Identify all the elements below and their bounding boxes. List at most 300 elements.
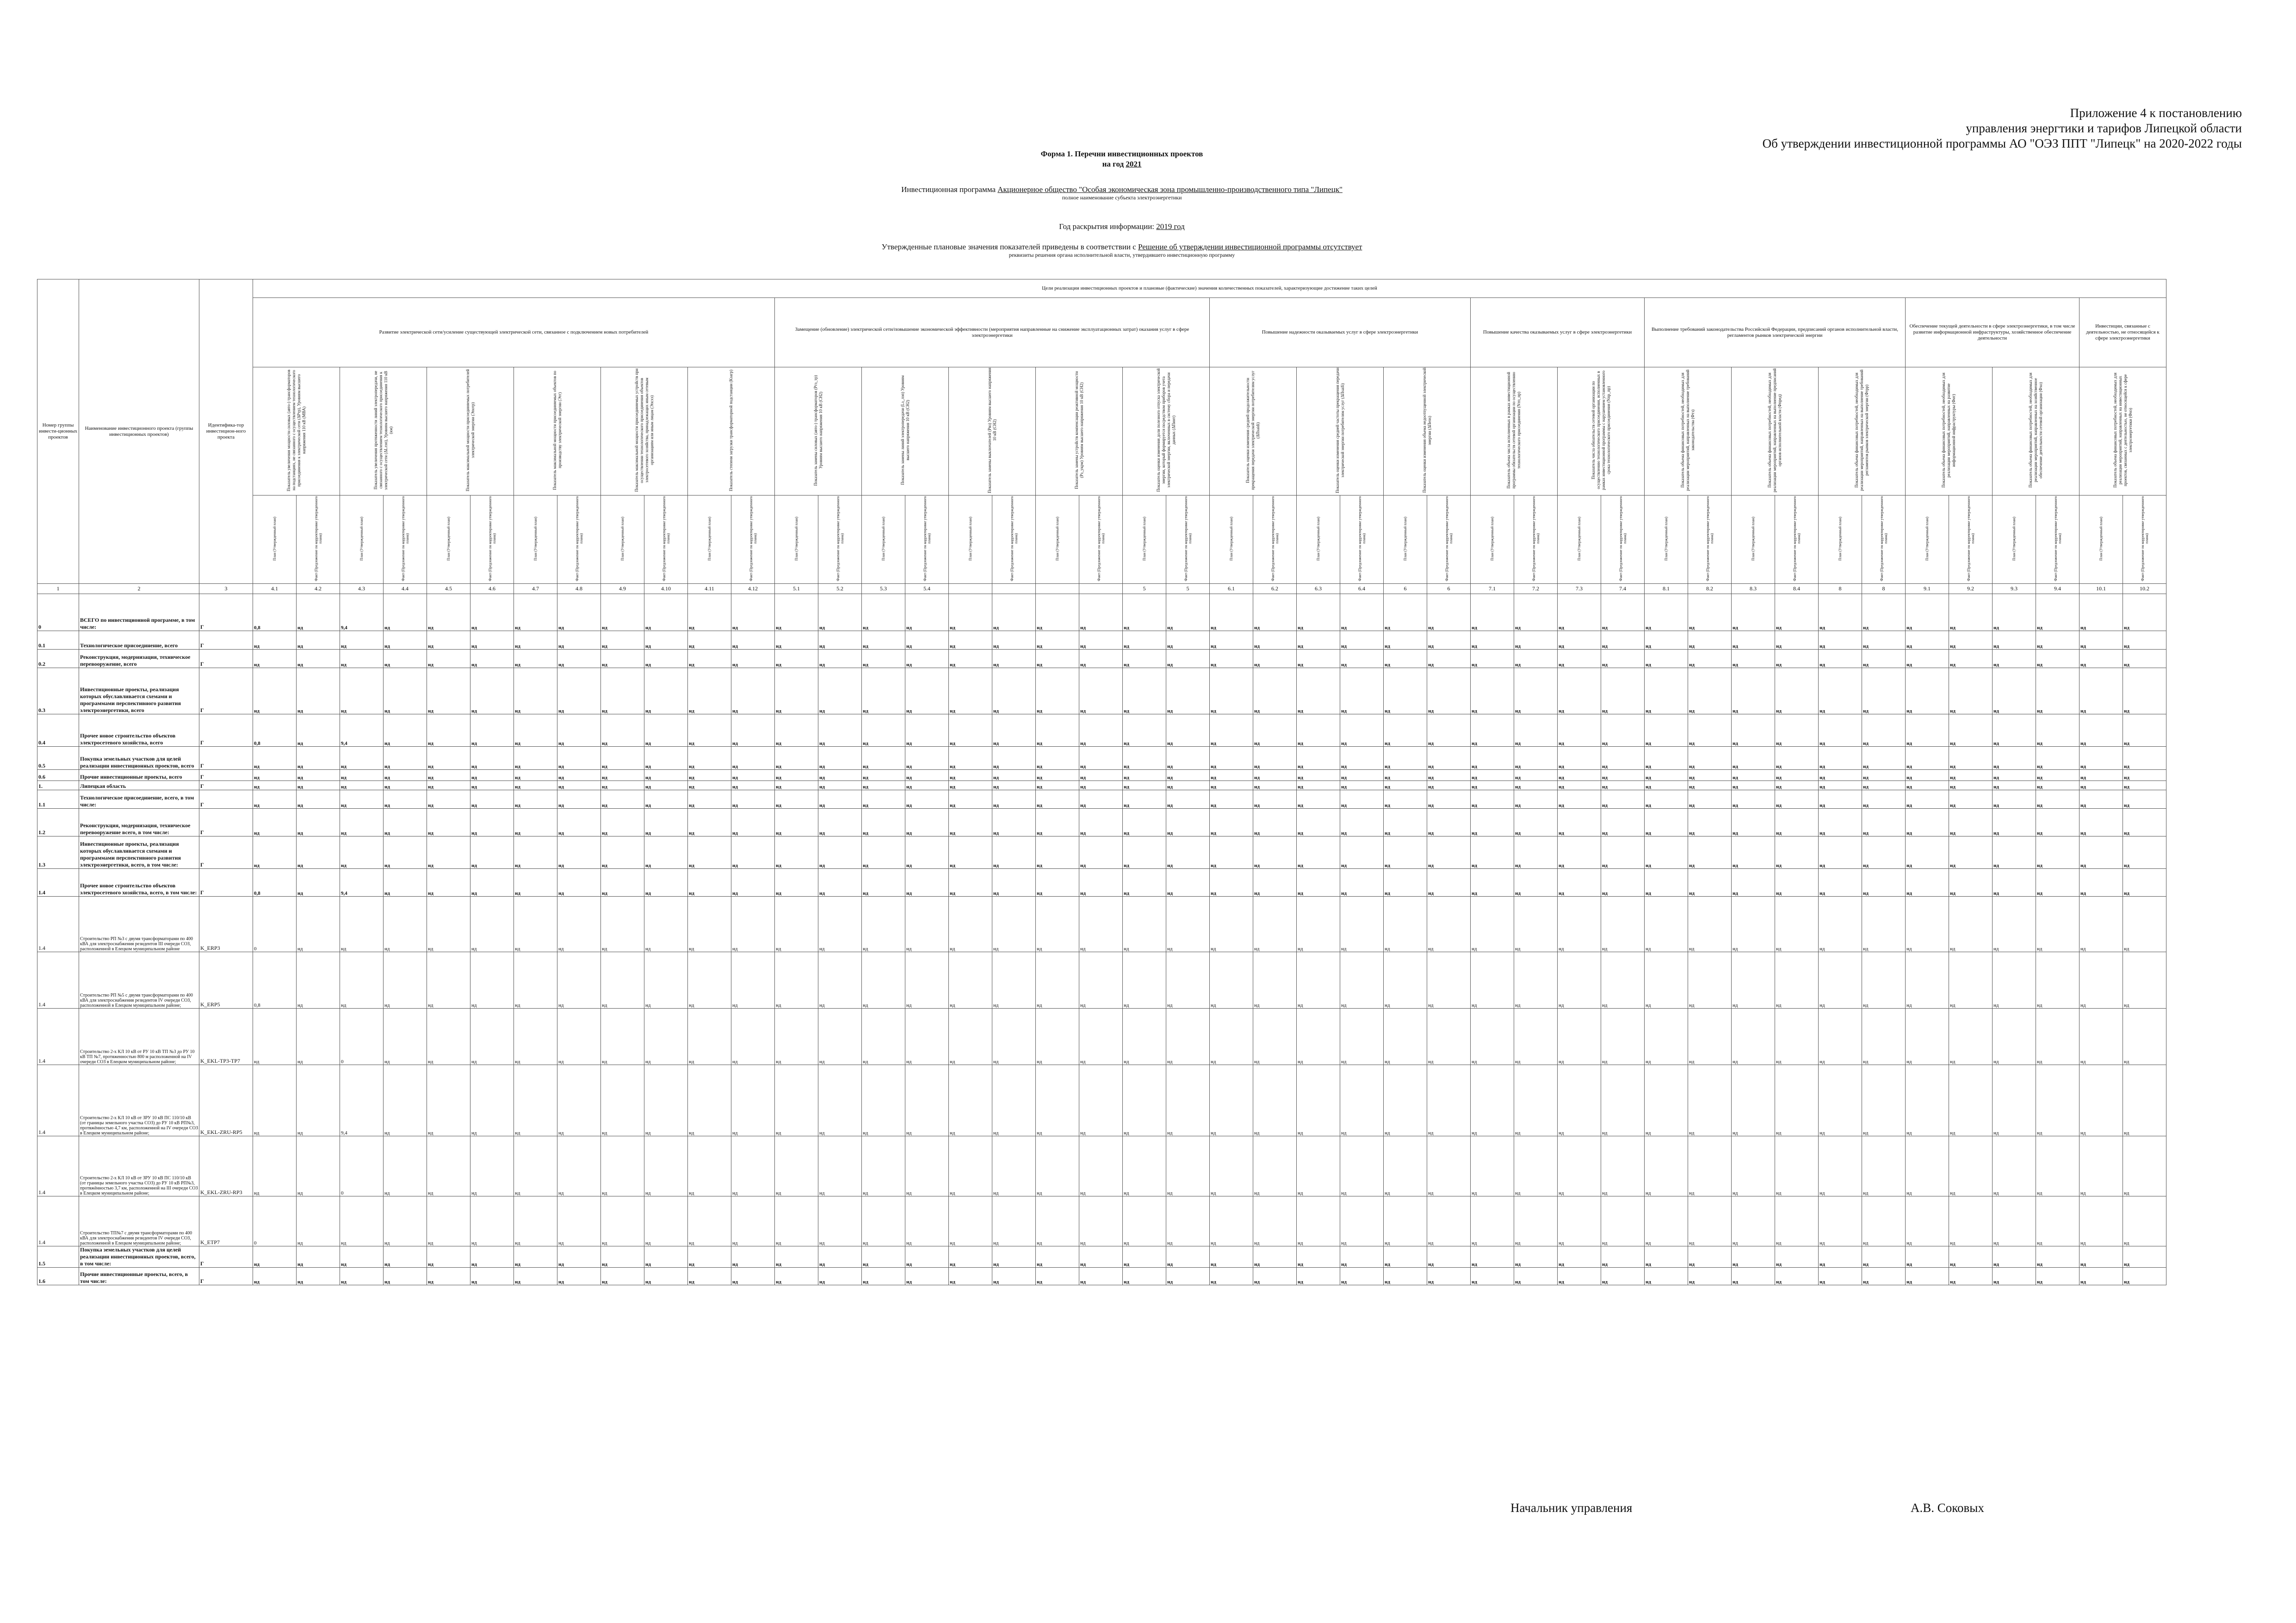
row-value-cell: нд bbox=[1645, 869, 1688, 897]
row-value-cell: нд bbox=[1253, 747, 1297, 770]
row-project-id: K_EKL-ZRU-RP5 bbox=[199, 1065, 253, 1136]
row-value-cell: нд bbox=[1645, 1009, 1688, 1065]
fact-header bbox=[1949, 496, 1993, 584]
row-value-cell: нд bbox=[297, 747, 340, 770]
row-value-cell: нд bbox=[1688, 631, 1732, 650]
indicator-label: Показатель оценки изменения средней продолжительности прекращения передачи электрической энергии потребителям услуг (ΔПsaidi) bbox=[1245, 371, 1260, 490]
row-value-cell: нд bbox=[1514, 1196, 1558, 1246]
row-value-cell: нд bbox=[644, 770, 688, 781]
row-value-cell: нд bbox=[1993, 1065, 2036, 1136]
row-value-cell: нд bbox=[2123, 594, 2166, 631]
row-value-cell: нд bbox=[2123, 631, 2166, 650]
row-value-cell: нд bbox=[1297, 650, 1340, 668]
row-value-cell: нд bbox=[514, 668, 557, 714]
row-value-cell: нд bbox=[644, 1009, 688, 1065]
row-value-cell: нд bbox=[1471, 790, 1514, 809]
row-value-cell: нд bbox=[1210, 1246, 1253, 1268]
row-value-cell: нд bbox=[1819, 1268, 1862, 1285]
plan-label: План (Утвержденный план) bbox=[1751, 516, 1755, 561]
row-value-cell: нд bbox=[1732, 809, 1775, 836]
row-value-cell: нд bbox=[1688, 668, 1732, 714]
row-value-cell: нд bbox=[1384, 1246, 1427, 1268]
indicator-label: Показатель оценки изменения доли полезного отпуска электрической энергии, который формируется посредством приборов учета электрической энергии, включенных в систему сбора и передачи данных (ΔПинт) bbox=[1156, 368, 1176, 492]
row-value-cell: нд bbox=[1384, 1065, 1427, 1136]
row-value-cell: нд bbox=[1775, 631, 1819, 650]
row-value-cell: нд bbox=[1253, 1196, 1297, 1246]
column-number: 4.4 bbox=[384, 584, 427, 594]
row-group-number: 1.4 bbox=[37, 1196, 79, 1246]
row-value-cell: нд bbox=[1166, 1196, 1210, 1246]
row-group-number: 1.4 bbox=[37, 1136, 79, 1196]
row-value-cell: нд bbox=[1253, 897, 1297, 952]
row-value-cell: нд bbox=[1471, 747, 1514, 770]
row-value-cell: нд bbox=[1862, 809, 1906, 836]
column-number: 4.7 bbox=[514, 584, 557, 594]
row-value-cell: нд bbox=[2079, 770, 2123, 781]
row-value-cell: 9,4 bbox=[340, 594, 384, 631]
plan-label: План (Утвержденный план) bbox=[881, 516, 885, 561]
row-value-cell: нд bbox=[514, 809, 557, 836]
row-value-cell: нд bbox=[1384, 1268, 1427, 1285]
fact-label: Факт (Предложение по корректировке утвержденного плана) bbox=[662, 496, 670, 581]
row-value-cell: нд bbox=[1079, 747, 1123, 770]
row-value-cell: нд bbox=[514, 594, 557, 631]
row-value-cell: нд bbox=[1906, 897, 1949, 952]
plan-label: План (Утвержденный план) bbox=[1838, 516, 1842, 561]
row-value-cell: нд bbox=[688, 668, 731, 714]
row-value-cell: нд bbox=[1253, 1065, 1297, 1136]
row-value-cell: нд bbox=[992, 1246, 1036, 1268]
row-value-cell: нд bbox=[470, 714, 514, 747]
row-value-cell: нд bbox=[2036, 714, 2079, 747]
row-value-cell: нд bbox=[427, 1196, 470, 1246]
row-value-cell: нд bbox=[775, 809, 818, 836]
row-value-cell: нд bbox=[1123, 594, 1166, 631]
indicator-header bbox=[514, 367, 601, 496]
row-value-cell: нд bbox=[1253, 668, 1297, 714]
row-value-cell: нд bbox=[1471, 1065, 1514, 1136]
row-value-cell: нд bbox=[1949, 836, 1993, 869]
row-value-cell: нд bbox=[427, 809, 470, 836]
row-value-cell: нд bbox=[1514, 1246, 1558, 1268]
row-value-cell: нд bbox=[862, 1268, 905, 1285]
row-value-cell: нд bbox=[905, 770, 949, 781]
row-value-cell: нд bbox=[384, 1246, 427, 1268]
row-value-cell: нд bbox=[905, 781, 949, 790]
row-value-cell: 0 bbox=[340, 1136, 384, 1196]
row-value-cell: нд bbox=[1471, 781, 1514, 790]
row-value-cell: нд bbox=[601, 631, 644, 650]
row-value-cell: нд bbox=[340, 631, 384, 650]
fact-header bbox=[644, 496, 688, 584]
row-value-cell: нд bbox=[949, 790, 992, 809]
row-value-cell: нд bbox=[1688, 1268, 1732, 1285]
column-number bbox=[1079, 584, 1123, 594]
column-number: 6.2 bbox=[1253, 584, 1297, 594]
indicator-label: Показатель объема финансовых потребностей, необходимых для реализации мероприятий, направленных на выполнение предписаний органов исполнительной власти (Фпред) bbox=[1767, 368, 1782, 493]
row-value-cell: нд bbox=[818, 714, 862, 747]
fact-header bbox=[818, 496, 862, 584]
column-number: 4.9 bbox=[601, 584, 644, 594]
row-value-cell: нд bbox=[253, 631, 297, 650]
row-value-cell: нд bbox=[514, 897, 557, 952]
row-value-cell: нд bbox=[470, 790, 514, 809]
row-value-cell: нд bbox=[1079, 1065, 1123, 1136]
row-value-cell: нд bbox=[340, 1246, 384, 1268]
row-value-cell: нд bbox=[1297, 836, 1340, 869]
basis-prefix: Утвержденные плановые значения показателей приведены в соответствии с bbox=[881, 242, 1138, 251]
row-value-cell: нд bbox=[2123, 1136, 2166, 1196]
row-value-cell: нд bbox=[427, 1246, 470, 1268]
row-value-cell: нд bbox=[1340, 836, 1384, 869]
row-value-cell: нд bbox=[1210, 668, 1253, 714]
column-number: 7.3 bbox=[1558, 584, 1601, 594]
row-value-cell: нд bbox=[2036, 952, 2079, 1009]
row-value-cell: нд bbox=[1427, 1065, 1471, 1136]
row-value-cell: нд bbox=[862, 1136, 905, 1196]
row-value-cell: нд bbox=[1949, 809, 1993, 836]
row-value-cell: нд bbox=[862, 668, 905, 714]
row-value-cell: нд bbox=[1297, 1268, 1340, 1285]
row-value-cell: нд bbox=[1601, 809, 1645, 836]
row-value-cell: нд bbox=[1862, 1268, 1906, 1285]
row-value-cell: нд bbox=[2079, 809, 2123, 836]
row-value-cell: нд bbox=[384, 836, 427, 869]
row-value-cell: нд bbox=[862, 631, 905, 650]
row-value-cell: нд bbox=[1340, 770, 1384, 781]
row-project-id: Г bbox=[199, 714, 253, 747]
row-value-cell: нд bbox=[601, 952, 644, 1009]
row-value-cell: нд bbox=[862, 869, 905, 897]
row-value-cell: нд bbox=[1514, 781, 1558, 790]
row-value-cell: нд bbox=[384, 1196, 427, 1246]
row-project-name: Строительство РП №3 с двумя трансформаторами по 400 кВА для электроснабжения резидентов III очереди СОЗ, расположенной в Елецком муниципальном районе bbox=[79, 897, 199, 952]
plan-label: План (Утвержденный план) bbox=[1664, 516, 1668, 561]
row-value-cell: нд bbox=[1601, 836, 1645, 869]
program-note: полное наименование субъекта электроэнергетики bbox=[1062, 194, 1182, 201]
row-value-cell: нд bbox=[384, 714, 427, 747]
row-value-cell: нд bbox=[1427, 714, 1471, 747]
row-project-id: Г bbox=[199, 1268, 253, 1285]
row-value-cell: нд bbox=[775, 869, 818, 897]
column-number: 8 bbox=[1819, 584, 1862, 594]
row-project-id: K_ERP5 bbox=[199, 952, 253, 1009]
row-value-cell: нд bbox=[1123, 1268, 1166, 1285]
row-value-cell: нд bbox=[1384, 836, 1427, 869]
row-project-name: Реконструкция, модернизация, техническое перевооружение, всего bbox=[79, 650, 199, 668]
row-value-cell: нд bbox=[1645, 650, 1688, 668]
row-value-cell: нд bbox=[1079, 594, 1123, 631]
row-value-cell: нд bbox=[1340, 1196, 1384, 1246]
row-value-cell: нд bbox=[1906, 809, 1949, 836]
row-value-cell: нд bbox=[1558, 714, 1601, 747]
row-value-cell: нд bbox=[2036, 1246, 2079, 1268]
row-group-number: 1.2 bbox=[37, 809, 79, 836]
row-value-cell: нд bbox=[557, 1268, 601, 1285]
row-value-cell: нд bbox=[1340, 1268, 1384, 1285]
row-value-cell: нд bbox=[1297, 747, 1340, 770]
row-value-cell: нд bbox=[1949, 668, 1993, 714]
fact-header bbox=[1340, 496, 1384, 584]
row-value-cell: нд bbox=[1601, 1136, 1645, 1196]
row-value-cell: 0 bbox=[340, 1009, 384, 1065]
row-value-cell: нд bbox=[1775, 1246, 1819, 1268]
row-value-cell: нд bbox=[1862, 1196, 1906, 1246]
row-value-cell: нд bbox=[1471, 1196, 1514, 1246]
row-value-cell: нд bbox=[1775, 809, 1819, 836]
row-value-cell: нд bbox=[1558, 770, 1601, 781]
row-value-cell: нд bbox=[1036, 714, 1079, 747]
fact-header bbox=[1427, 496, 1471, 584]
header-project-id: Идентифика-тор инвестицион-ного проекта bbox=[199, 279, 253, 584]
row-project-name: Прочее новое строительство объектов электросетевого хозяйства, всего, в том числе: bbox=[79, 869, 199, 897]
row-value-cell: нд bbox=[297, 790, 340, 809]
row-value-cell: нд bbox=[1427, 1136, 1471, 1196]
row-value-cell: нд bbox=[470, 594, 514, 631]
row-project-name: Прочие инвестиционные проекты, всего bbox=[79, 770, 199, 781]
row-value-cell: нд bbox=[1166, 1246, 1210, 1268]
row-value-cell: нд bbox=[1297, 1009, 1340, 1065]
row-value-cell: нд bbox=[1210, 631, 1253, 650]
row-value-cell: нд bbox=[1645, 1268, 1688, 1285]
fact-label: Факт (Предложение по корректировке утвержденного плана) bbox=[1792, 496, 1801, 581]
indicator-label: Показатель увеличения мощности силовых (авто-) трансформаторов на подстанциях, не связанного с осуществлением технологического присоединения к электрической сети (ΔРтр), Уровням высшего напряжения 110 кВ (МВА) bbox=[286, 369, 306, 491]
row-value-cell: нд bbox=[1253, 631, 1297, 650]
plan-label: План (Утвержденный план) bbox=[968, 516, 972, 561]
appendix-line-1: Приложение 4 к постановлению bbox=[2070, 106, 2242, 120]
row-value-cell: нд bbox=[644, 631, 688, 650]
row-value-cell: нд bbox=[1949, 714, 1993, 747]
column-number: 9.3 bbox=[1993, 584, 2036, 594]
row-value-cell: нд bbox=[2036, 650, 2079, 668]
row-value-cell: нд bbox=[253, 668, 297, 714]
plan-label: План (Утвержденный план) bbox=[2012, 516, 2016, 561]
fact-label: Факт (Предложение по корректировке утвержденного плана) bbox=[1705, 496, 1714, 581]
row-value-cell: нд bbox=[1732, 770, 1775, 781]
row-value-cell: нд bbox=[1775, 897, 1819, 952]
row-value-cell: нд bbox=[1036, 1268, 1079, 1285]
row-value-cell: 0,8 bbox=[253, 952, 297, 1009]
goal-group-header: Выполнение требований законодательства Российской Федерации, предписаний органов исполнительной власти, регламентов рынков электрической энергии bbox=[1645, 298, 1906, 367]
row-value-cell: нд bbox=[775, 1246, 818, 1268]
row-value-cell: нд bbox=[1862, 869, 1906, 897]
row-project-name: Строительство ТП№7 с двумя трансформаторами по 400 кВА для электроснабжения резидентов IV очереди СОЗ, расположенной в Елецком муниципальном районе; bbox=[79, 1196, 199, 1246]
row-value-cell: нд bbox=[1036, 594, 1079, 631]
row-value-cell: нд bbox=[1297, 714, 1340, 747]
indicator-header bbox=[1558, 367, 1645, 496]
plan-label: План (Утвержденный план) bbox=[1490, 516, 1494, 561]
row-value-cell: нд bbox=[601, 1136, 644, 1196]
row-value-cell: нд bbox=[1906, 952, 1949, 1009]
row-value-cell: нд bbox=[470, 668, 514, 714]
row-value-cell: нд bbox=[1471, 809, 1514, 836]
row-value-cell: нд bbox=[818, 631, 862, 650]
row-value-cell: нд bbox=[557, 836, 601, 869]
row-value-cell: нд bbox=[384, 594, 427, 631]
row-value-cell: 9,4 bbox=[340, 1065, 384, 1136]
row-group-number: 1.4 bbox=[37, 869, 79, 897]
row-value-cell: нд bbox=[688, 1246, 731, 1268]
row-value-cell: нд bbox=[1123, 869, 1166, 897]
row-value-cell: нд bbox=[1775, 869, 1819, 897]
row-value-cell: нд bbox=[1993, 668, 2036, 714]
row-value-cell: нд bbox=[557, 809, 601, 836]
row-value-cell: нд bbox=[905, 650, 949, 668]
row-value-cell: нд bbox=[992, 1268, 1036, 1285]
row-value-cell: нд bbox=[992, 1136, 1036, 1196]
row-value-cell: нд bbox=[253, 1246, 297, 1268]
row-value-cell: нд bbox=[1732, 1136, 1775, 1196]
row-value-cell: нд bbox=[862, 781, 905, 790]
row-value-cell: нд bbox=[1949, 1009, 1993, 1065]
row-value-cell: нд bbox=[688, 747, 731, 770]
row-value-cell: нд bbox=[2036, 770, 2079, 781]
row-value-cell: нд bbox=[1384, 1009, 1427, 1065]
row-value-cell: нд bbox=[992, 809, 1036, 836]
row-value-cell: нд bbox=[1427, 790, 1471, 809]
row-value-cell: нд bbox=[905, 1009, 949, 1065]
row-value-cell: нд bbox=[1427, 869, 1471, 897]
row-value-cell: нд bbox=[818, 790, 862, 809]
row-value-cell: нд bbox=[1036, 770, 1079, 781]
plan-header bbox=[775, 496, 818, 584]
row-value-cell: нд bbox=[1732, 1246, 1775, 1268]
row-value-cell: нд bbox=[1906, 747, 1949, 770]
row-value-cell: нд bbox=[731, 668, 775, 714]
row-value-cell: нд bbox=[1384, 1136, 1427, 1196]
row-value-cell: нд bbox=[905, 631, 949, 650]
row-value-cell: нд bbox=[340, 781, 384, 790]
row-value-cell: нд bbox=[1949, 1268, 1993, 1285]
indicator-header bbox=[340, 367, 427, 496]
row-group-number: 1.3 bbox=[37, 836, 79, 869]
row-value-cell: нд bbox=[1819, 952, 1862, 1009]
row-value-cell: нд bbox=[731, 790, 775, 809]
row-value-cell: нд bbox=[688, 1065, 731, 1136]
plan-label: План (Утвержденный план) bbox=[707, 516, 712, 561]
row-value-cell: нд bbox=[1645, 747, 1688, 770]
row-value-cell: нд bbox=[384, 631, 427, 650]
row-value-cell: нд bbox=[297, 1246, 340, 1268]
row-value-cell: нд bbox=[1514, 594, 1558, 631]
row-value-cell: нд bbox=[1993, 650, 2036, 668]
row-value-cell: нд bbox=[1906, 770, 1949, 781]
row-value-cell: нд bbox=[1123, 650, 1166, 668]
row-value-cell: нд bbox=[2036, 781, 2079, 790]
row-value-cell: нд bbox=[427, 790, 470, 809]
column-number: 5.2 bbox=[818, 584, 862, 594]
row-value-cell: нд bbox=[1688, 1065, 1732, 1136]
plan-header bbox=[601, 496, 644, 584]
row-value-cell: нд bbox=[1079, 836, 1123, 869]
row-value-cell: нд bbox=[775, 668, 818, 714]
row-value-cell: нд bbox=[253, 1065, 297, 1136]
row-value-cell: нд bbox=[557, 781, 601, 790]
row-value-cell: нд bbox=[1514, 897, 1558, 952]
row-value-cell: нд bbox=[688, 1268, 731, 1285]
row-value-cell: нд bbox=[775, 1136, 818, 1196]
row-value-cell: нд bbox=[2036, 1196, 2079, 1246]
row-value-cell: нд bbox=[1993, 897, 2036, 952]
row-value-cell: нд bbox=[1949, 781, 1993, 790]
row-value-cell: нд bbox=[1993, 631, 2036, 650]
table-row bbox=[37, 1268, 2166, 1285]
row-value-cell: нд bbox=[731, 631, 775, 650]
row-value-cell: нд bbox=[297, 869, 340, 897]
row-value-cell: нд bbox=[905, 1065, 949, 1136]
indicator-header bbox=[601, 367, 688, 496]
row-value-cell: нд bbox=[818, 869, 862, 897]
row-value-cell: нд bbox=[1732, 1065, 1775, 1136]
row-value-cell: нд bbox=[2036, 631, 2079, 650]
fact-header bbox=[905, 496, 949, 584]
program-line bbox=[694, 185, 1550, 201]
goal-group-header: Повышение качества оказываемых услуг в сфере электроэнергетики bbox=[1471, 298, 1645, 367]
row-value-cell: нд bbox=[1340, 952, 1384, 1009]
row-value-cell: нд bbox=[384, 1009, 427, 1065]
row-value-cell: нд bbox=[1427, 770, 1471, 781]
column-number: 4.5 bbox=[427, 584, 470, 594]
row-value-cell: нд bbox=[1558, 781, 1601, 790]
row-value-cell: нд bbox=[514, 836, 557, 869]
row-value-cell: нд bbox=[1775, 790, 1819, 809]
row-value-cell: нд bbox=[1993, 869, 2036, 897]
row-value-cell: нд bbox=[775, 952, 818, 1009]
plan-header bbox=[1210, 496, 1253, 584]
row-value-cell: нд bbox=[557, 668, 601, 714]
row-value-cell: нд bbox=[1601, 790, 1645, 809]
row-value-cell: нд bbox=[1645, 631, 1688, 650]
row-value-cell: нд bbox=[1558, 1065, 1601, 1136]
row-value-cell: нд bbox=[340, 952, 384, 1009]
row-value-cell: нд bbox=[905, 747, 949, 770]
table-row bbox=[37, 668, 2166, 714]
row-value-cell: нд bbox=[905, 809, 949, 836]
fact-label: Факт (Предложение по корректировке утвержденного плана) bbox=[1270, 496, 1279, 581]
row-value-cell: нд bbox=[818, 747, 862, 770]
row-value-cell: нд bbox=[1471, 770, 1514, 781]
row-value-cell: нд bbox=[2123, 781, 2166, 790]
row-value-cell: нд bbox=[1775, 952, 1819, 1009]
row-value-cell: нд bbox=[905, 952, 949, 1009]
row-value-cell: нд bbox=[1340, 869, 1384, 897]
row-value-cell: нд bbox=[384, 809, 427, 836]
row-value-cell: нд bbox=[1123, 714, 1166, 747]
column-number: 6 bbox=[1384, 584, 1427, 594]
row-value-cell: нд bbox=[1993, 952, 2036, 1009]
row-value-cell: нд bbox=[644, 836, 688, 869]
row-value-cell: нд bbox=[1166, 747, 1210, 770]
row-value-cell: нд bbox=[1297, 952, 1340, 1009]
row-value-cell: нд bbox=[1862, 781, 1906, 790]
row-project-name: Инвестиционные проекты, реализация которых обуславливается схемами и программами перспективного развития электроэнергетики, всего bbox=[79, 668, 199, 714]
row-value-cell: нд bbox=[1993, 714, 2036, 747]
fact-label: Факт (Предложение по корректировке утвержденного плана) bbox=[922, 496, 931, 581]
column-number: 4.1 bbox=[253, 584, 297, 594]
row-value-cell: нд bbox=[1645, 594, 1688, 631]
row-value-cell: нд bbox=[1340, 1065, 1384, 1136]
row-value-cell: нд bbox=[1384, 1196, 1427, 1246]
row-value-cell: нд bbox=[384, 770, 427, 781]
row-value-cell: нд bbox=[644, 869, 688, 897]
row-value-cell: нд bbox=[1166, 1268, 1210, 1285]
row-value-cell: нд bbox=[1297, 594, 1340, 631]
row-value-cell: нд bbox=[1471, 650, 1514, 668]
row-value-cell: нд bbox=[731, 1009, 775, 1065]
row-value-cell: нд bbox=[514, 631, 557, 650]
row-value-cell: нд bbox=[1775, 1009, 1819, 1065]
row-value-cell: нд bbox=[1993, 747, 2036, 770]
